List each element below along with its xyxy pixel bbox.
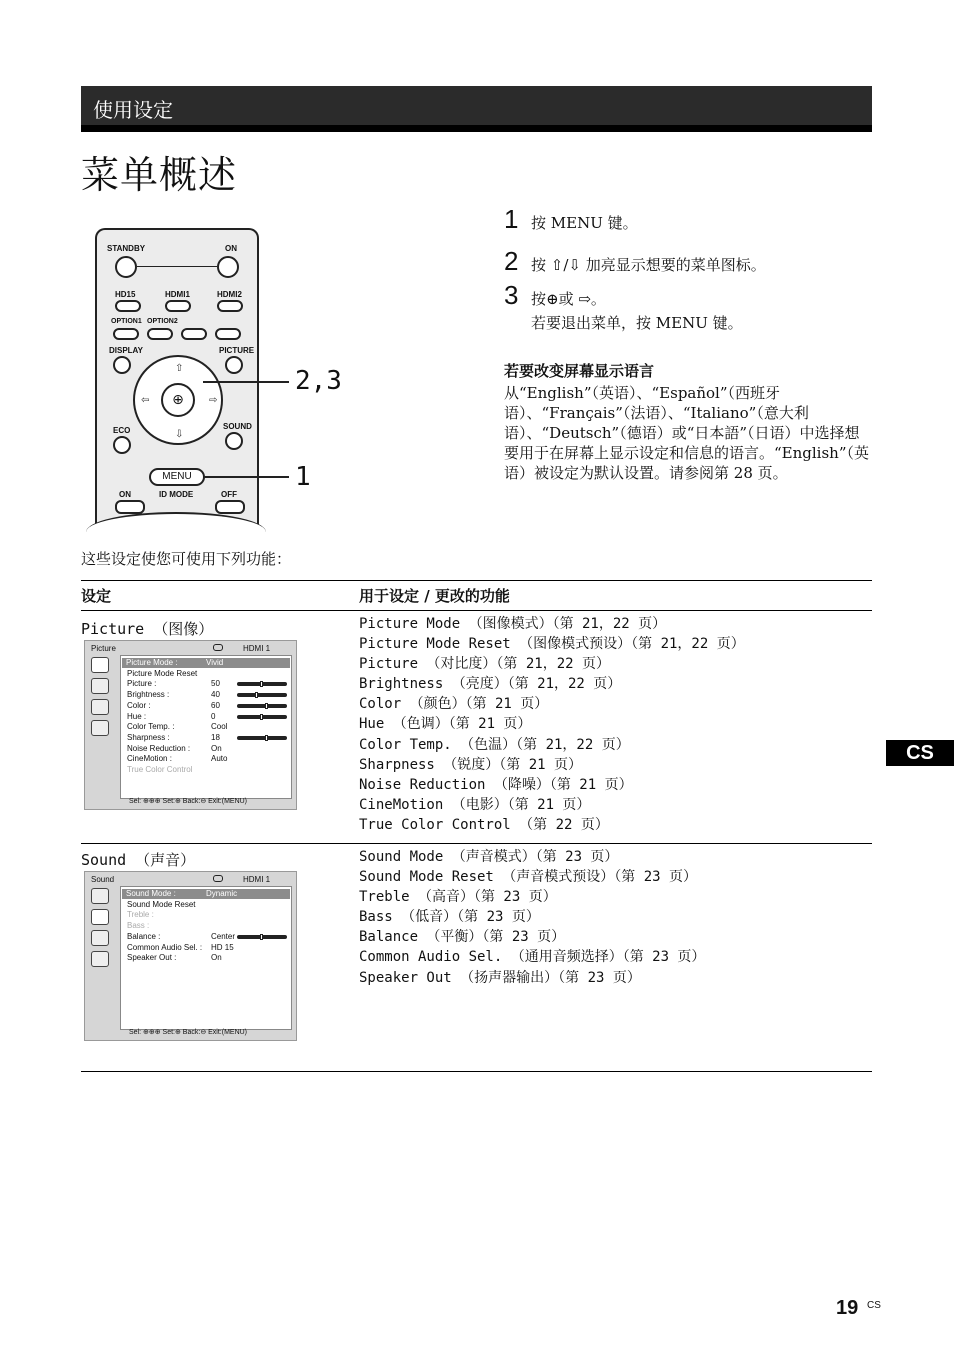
id-off-button-icon <box>215 500 245 514</box>
menu-item <box>127 669 197 679</box>
row-title-picture: Picture （图像） <box>81 620 214 638</box>
menu-item-label: Common Audio Sel. : <box>127 942 203 952</box>
picture-menu-icon <box>91 888 109 904</box>
menu-item <box>127 690 220 700</box>
menu-item-label: Picture Mode Reset <box>127 668 198 678</box>
remote-label-off: OFF <box>221 490 237 499</box>
remote-label-picture: PICTURE <box>219 346 255 355</box>
level-knob <box>255 692 258 698</box>
menu-item <box>127 679 220 689</box>
remote-label-option1: OPTION1 <box>111 318 142 325</box>
hd15-button-icon <box>115 300 141 312</box>
step-number: 3 <box>504 280 519 310</box>
arrow-down-icon: ⇩ <box>175 429 184 440</box>
page-title: 菜单概述 <box>81 153 238 197</box>
menu-item <box>127 732 220 743</box>
input-icon <box>213 875 223 882</box>
picture-button-icon <box>225 356 243 374</box>
divider <box>137 266 217 267</box>
step-text: 按 ⇧/⇩ 加亮显示想要的菜单图标。 <box>531 256 766 274</box>
power-icon <box>115 256 137 278</box>
level-bar <box>237 935 287 939</box>
display-button-icon <box>113 356 131 374</box>
column-header-functions: 用于设定 / 更改的功能 <box>359 587 510 605</box>
remote-label-eco: ECO <box>113 426 131 435</box>
section-title: 使用设定 <box>93 98 173 122</box>
step-text: 按⊕或 ⇨。 <box>531 290 606 308</box>
arrow-left-icon: ⇦ <box>141 395 150 406</box>
menu-item <box>127 921 149 931</box>
callout-line <box>203 476 289 478</box>
menu-item-value: Dynamic <box>206 889 238 898</box>
remote-label-hdmi2: HDMI2 <box>217 290 242 299</box>
menu-item-label: Noise Reduction : <box>127 743 191 753</box>
level-bar <box>237 682 287 686</box>
menu-item-label: CineMotion : <box>127 754 172 764</box>
menu-item-label: Hue : <box>127 711 147 721</box>
menu-footer-hint: Sel: ⊕⊕⊕ Set:⊕ Back:⊖ Exit:(MENU) <box>129 1029 248 1036</box>
on-button-icon <box>217 256 239 278</box>
menu-item-value: Cool <box>211 722 228 732</box>
menu-item-label: Treble : <box>127 910 154 920</box>
input-icon <box>213 644 223 651</box>
callout-dpad: 2,3 <box>295 366 342 396</box>
menu-item-label: Sharpness : <box>127 732 170 742</box>
level-knob <box>260 934 263 940</box>
hdmi2-button-icon <box>217 300 243 312</box>
menu-item-label: True Color Control <box>127 765 193 774</box>
menu-panel <box>120 655 292 799</box>
menu-item <box>127 700 220 711</box>
step-number: 1 <box>504 204 519 234</box>
level-bar <box>237 693 287 697</box>
menu-item-label: Picture : <box>127 679 157 689</box>
aspect-button-icon <box>181 328 207 340</box>
hdmi1-button-icon <box>165 300 191 312</box>
menu-item-label: Balance : <box>127 931 161 941</box>
step-number: 2 <box>504 246 519 276</box>
step-text: 按 MENU 键。 <box>531 214 638 232</box>
menu-item-label: Picture Mode : <box>126 658 178 667</box>
remote-cutout <box>86 512 266 552</box>
menu-item <box>127 910 154 920</box>
callout-menu: 1 <box>295 462 311 492</box>
features-menu-icon <box>91 930 109 946</box>
id-on-button-icon <box>115 500 145 514</box>
remote-label-display: DISPLAY <box>109 346 143 355</box>
menu-button-icon: MENU <box>149 468 205 486</box>
menu-item-value: Auto <box>211 754 228 764</box>
remote-label-hdmi1: HDMI1 <box>165 290 190 299</box>
menu-item-value: HD 15 <box>211 942 234 952</box>
option1-button-icon <box>113 328 139 340</box>
remote-label-hd15: HD15 <box>115 290 136 299</box>
menu-item-value: 60 <box>211 700 220 710</box>
menu-panel <box>120 886 292 1030</box>
menu-item <box>127 722 228 732</box>
remote-label-standby: STANDBY <box>107 244 146 253</box>
menu-item-label: Brightness : <box>127 690 170 700</box>
level-bar <box>237 736 287 740</box>
row-title-sound: Sound （声音） <box>81 851 196 869</box>
menu-item <box>127 711 216 722</box>
menu-item <box>127 931 236 942</box>
function-list-picture: Picture Mode （图像模式）（第 21，22 页） Picture Mode Reset （图像模式预设）（第 21，22 页） Picture （对比度）（第 21，22 页） Brightness （亮度）（第 21，22 页） Color （颜色）（第 21 页） Hue （色调）（第 21 页） Color Temp. （色温）（第 21，22 页） Sharpness （锐度）（第 21 页） Noise Reduction （降噪）（第 21 页） CineMotion （电影）（第 21 页） True Color Control （第 22 页） <box>359 616 745 833</box>
option2-button-icon <box>147 328 173 340</box>
menu-tab-label: Sound <box>91 875 115 884</box>
menu-footer-hint: Sel: ⊕⊕⊕ Set:⊕ Back:⊖ Exit:(MENU) <box>129 798 248 805</box>
column-header-setting: 设定 <box>81 587 112 605</box>
remote-label-id-mode: ID MODE <box>159 490 194 499</box>
level-knob <box>265 703 268 709</box>
remote-label-option2: OPTION2 <box>147 318 178 325</box>
menu-item-value: 18 <box>211 732 220 742</box>
eco-button-icon <box>113 436 131 454</box>
picture-menu-icon <box>91 657 109 673</box>
menu-item-label: Speaker Out : <box>127 953 177 963</box>
level-bar <box>237 715 287 719</box>
menu-item <box>122 889 290 899</box>
menu-item <box>127 953 222 963</box>
level-knob <box>260 681 263 687</box>
row-rule <box>81 843 872 844</box>
enter-icon: ⊕ <box>161 383 195 417</box>
menu-item <box>122 658 290 668</box>
menu-item <box>127 765 193 775</box>
sound-menu-screenshot <box>84 871 297 1041</box>
remote-label-on-bottom: ON <box>119 490 131 499</box>
arrow-up-icon: ⇧ <box>175 363 184 374</box>
menu-item-label: Color Temp. : <box>127 722 175 732</box>
menu-item <box>127 942 234 953</box>
sound-menu-icon <box>91 909 109 925</box>
menu-item-value: Center <box>211 931 236 941</box>
menu-item-label: Sound Mode : <box>126 889 176 898</box>
menu-item-value: 0 <box>211 711 216 721</box>
picture-menu-screenshot <box>84 640 297 810</box>
pip-button-icon <box>215 328 241 340</box>
callout-line <box>203 381 289 383</box>
menu-item <box>127 900 196 910</box>
menu-item-value: On <box>211 743 222 753</box>
page-number-suffix: CS <box>867 1300 881 1311</box>
menu-item-label: Bass : <box>127 921 150 931</box>
menu-item <box>127 743 222 754</box>
menu-item <box>127 754 228 764</box>
language-heading: 若要改变屏幕显示语言 <box>504 362 655 380</box>
sound-button-icon <box>225 432 243 450</box>
input-source: HDMI 1 <box>243 875 271 884</box>
menu-item-value: 50 <box>211 679 220 689</box>
page-number: 19 <box>836 1297 859 1319</box>
features-menu-icon <box>91 699 109 715</box>
dpad-icon <box>133 355 223 445</box>
intro-text: 这些设定使您可使用下列功能： <box>81 550 292 568</box>
menu-item-label: Color : <box>127 700 151 710</box>
menu-tab-label: Picture <box>91 644 116 653</box>
menu-item-value: Vivid <box>206 658 224 667</box>
step-subtext: 若要退出菜单，按 MENU 键。 <box>531 314 743 332</box>
menu-item-label: Sound Mode Reset <box>127 899 196 909</box>
table-bottom-rule <box>81 1071 872 1072</box>
function-list-sound: Sound Mode （声音模式）（第 23 页） Sound Mode Reset （声音模式预设）（第 23 页） Treble （高音）（第 23 页） Bass （低音）（第 23 页） Balance （平衡）（第 23 页） Common Audio Sel. （通用音频选择）（第 23 页） Speaker Out （扬声器输出）（第 23 页） <box>359 849 706 986</box>
header-rule <box>81 610 872 611</box>
level-bar <box>237 704 287 708</box>
sound-menu-icon <box>91 678 109 694</box>
remote-label-on: ON <box>225 244 237 253</box>
table-top-rule <box>81 580 872 581</box>
setup-menu-icon <box>91 720 109 736</box>
language-tab: CS <box>886 740 954 766</box>
menu-item-value: 40 <box>211 690 220 700</box>
section-bar <box>81 86 872 132</box>
arrow-right-icon: ⇨ <box>209 395 218 406</box>
remote-label-sound: SOUND <box>223 422 252 431</box>
language-body: 从“English”（英语）、“Español”（西班牙语）、“Français”（法语）、“Italiano”（意大利语）、“Deutsch”（德语）或“日本語”（日语）中选择想要用于在屏幕上显示设定和信息的语言。“English”（英语）被设定为默认设置。请参阅第 28 页。 <box>504 384 870 482</box>
level-knob <box>260 714 263 720</box>
menu-item-value: On <box>211 953 222 963</box>
level-knob <box>265 735 268 741</box>
input-source: HDMI 1 <box>243 644 271 653</box>
setup-menu-icon <box>91 951 109 967</box>
remote-illustration <box>95 228 259 538</box>
